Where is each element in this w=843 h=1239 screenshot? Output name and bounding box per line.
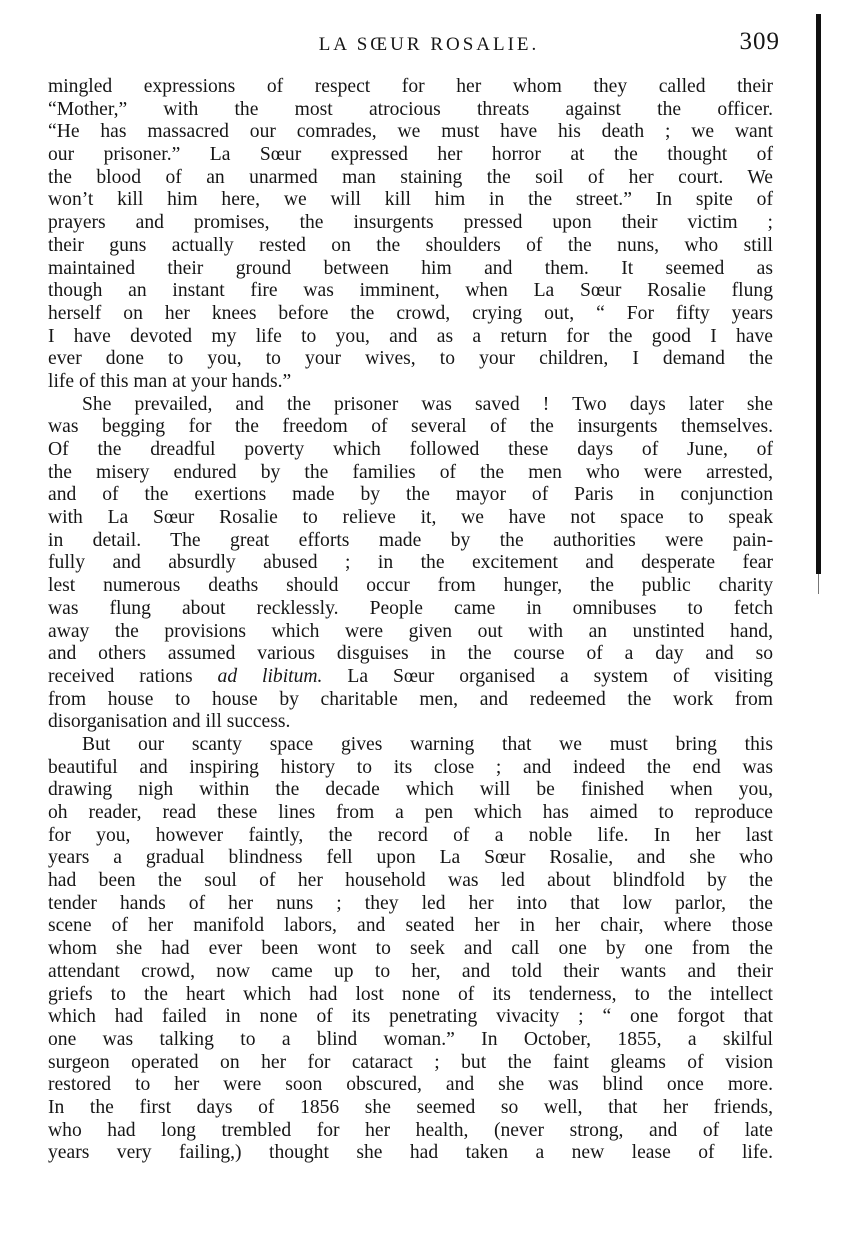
paragraph-start-line: She prevailed, and the prisoner was saved ! Two days later she <box>82 393 773 415</box>
text-line: I have devoted my life to you, and as a return for the good I have <box>48 325 773 347</box>
text-line: scene of her manifold labors, and seated her in her chair, where those <box>48 915 773 937</box>
text-line: was begging for the freedom of several of the insurgents themselves. <box>48 416 773 438</box>
text-line: had been the soul of her household was led about blindfold by the <box>48 870 773 892</box>
text-line: tender hands of her nuns ; they led her into that low parlor, the <box>48 892 773 914</box>
text-line-with-italic <box>48 666 773 689</box>
text-line: and others assumed various disguises in the course of a day and so <box>48 643 773 665</box>
text-line: fully and absurdly abused ; in the excitement and desperate fear <box>48 552 773 574</box>
text-line: prayers and promises, the insurgents pressed upon their victim ; <box>48 212 773 234</box>
text-line: “He has massacred our comrades, we must have his death ; we want <box>48 121 773 143</box>
text-line: from house to house by charitable men, and redeemed the work from <box>48 688 773 710</box>
text-line: who had long trembled for her health, (never strong, and of late <box>48 1119 773 1141</box>
text-line: away the provisions which were given out with an unstinted hand, <box>48 620 773 642</box>
paragraph-end-line: disorganisation and ill success. <box>48 711 291 733</box>
text-line: maintained their ground between him and them. It seemed as <box>48 257 773 279</box>
text-line: drawing nigh within the decade which will be finished when you, <box>48 779 773 801</box>
text-line: surgeon operated on her for cataract ; but the faint gleams of vision <box>48 1051 773 1073</box>
text-line: our prisoner.” La Sœur expressed her horror at the thought of <box>48 144 773 166</box>
text-line: which had failed in none of its penetrating vivacity ; “ one forgot that <box>48 1006 773 1028</box>
italic-phrase: ad libitum. <box>217 665 323 687</box>
text-line: restored to her were soon obscured, and she was blind once more. <box>48 1074 773 1096</box>
text-line: attendant crowd, now came up to her, and told their wants and their <box>48 960 773 982</box>
paragraph-end-line: life of this man at your hands.” <box>48 370 292 392</box>
text-line: the misery endured by the families of the men who were arrested, <box>48 461 773 483</box>
text-line: for you, however faintly, the record of a noble life. In her last <box>48 824 773 846</box>
text-line: years very failing,) thought she had taken a new lease of life. <box>48 1142 773 1164</box>
page-number: 309 <box>739 28 780 55</box>
text-line: was flung about recklessly. People came in omnibuses to fetch <box>48 597 773 619</box>
text-line: mingled expressions of respect for her whom they called their <box>48 76 773 97</box>
page-header <box>48 28 780 68</box>
text-line: years a gradual blindness fell upon La Sœur Rosalie, and she who <box>48 847 773 869</box>
line-segment: La Sœur organised a system of visiting <box>322 665 773 687</box>
text-line: with La Sœur Rosalie to relieve it, we have not space to speak <box>48 507 773 529</box>
paragraph-start-line: But our scanty space gives warning that we must bring this <box>82 733 773 755</box>
text-line: lest numerous deaths should occur from hunger, the public charity <box>48 575 773 597</box>
text-line: the blood of an unarmed man staining the soil of her court. We <box>48 166 773 188</box>
text-line: one was talking to a blind woman.” In October, 1855, a skilful <box>48 1028 773 1050</box>
body-text <box>48 76 773 1165</box>
running-title: LA SŒUR ROSALIE. <box>318 34 540 55</box>
text-line: and of the exertions made by the mayor of Paris in conjunction <box>48 484 773 506</box>
text-line: whom she had ever been wont to seek and call one by one from the <box>48 938 773 960</box>
text-line: Of the dreadful poverty which followed these days of June, of <box>48 439 773 460</box>
text-line: in detail. The great efforts made by the authorities were pain- <box>48 529 773 551</box>
page-edge-bar-thin <box>818 574 819 594</box>
text-line: beautiful and inspiring history to its close ; and indeed the end was <box>48 756 773 778</box>
text-line: herself on her knees before the crowd, crying out, “ For fifty years <box>48 302 773 324</box>
text-line: oh reader, read these lines from a pen which has aimed to reproduce <box>48 802 773 823</box>
text-line: though an instant fire was imminent, when La Sœur Rosalie flung <box>48 280 773 302</box>
text-line: griefs to the heart which had lost none of its tenderness, to the intellect <box>48 983 773 1005</box>
text-line: In the first days of 1856 she seemed so well, that her friends, <box>48 1096 773 1118</box>
text-line: ever done to you, to your wives, to your children, I demand the <box>48 348 773 370</box>
text-line: won’t kill him here, we will kill him in the street.” In spite of <box>48 189 773 211</box>
page-edge-bar <box>816 14 821 574</box>
text-line: “Mother,” with the most atrocious threats against the officer. <box>48 98 773 120</box>
text-line: their guns actually rested on the shoulders of the nuns, who still <box>48 234 773 256</box>
line-segment: received rations <box>48 665 218 687</box>
